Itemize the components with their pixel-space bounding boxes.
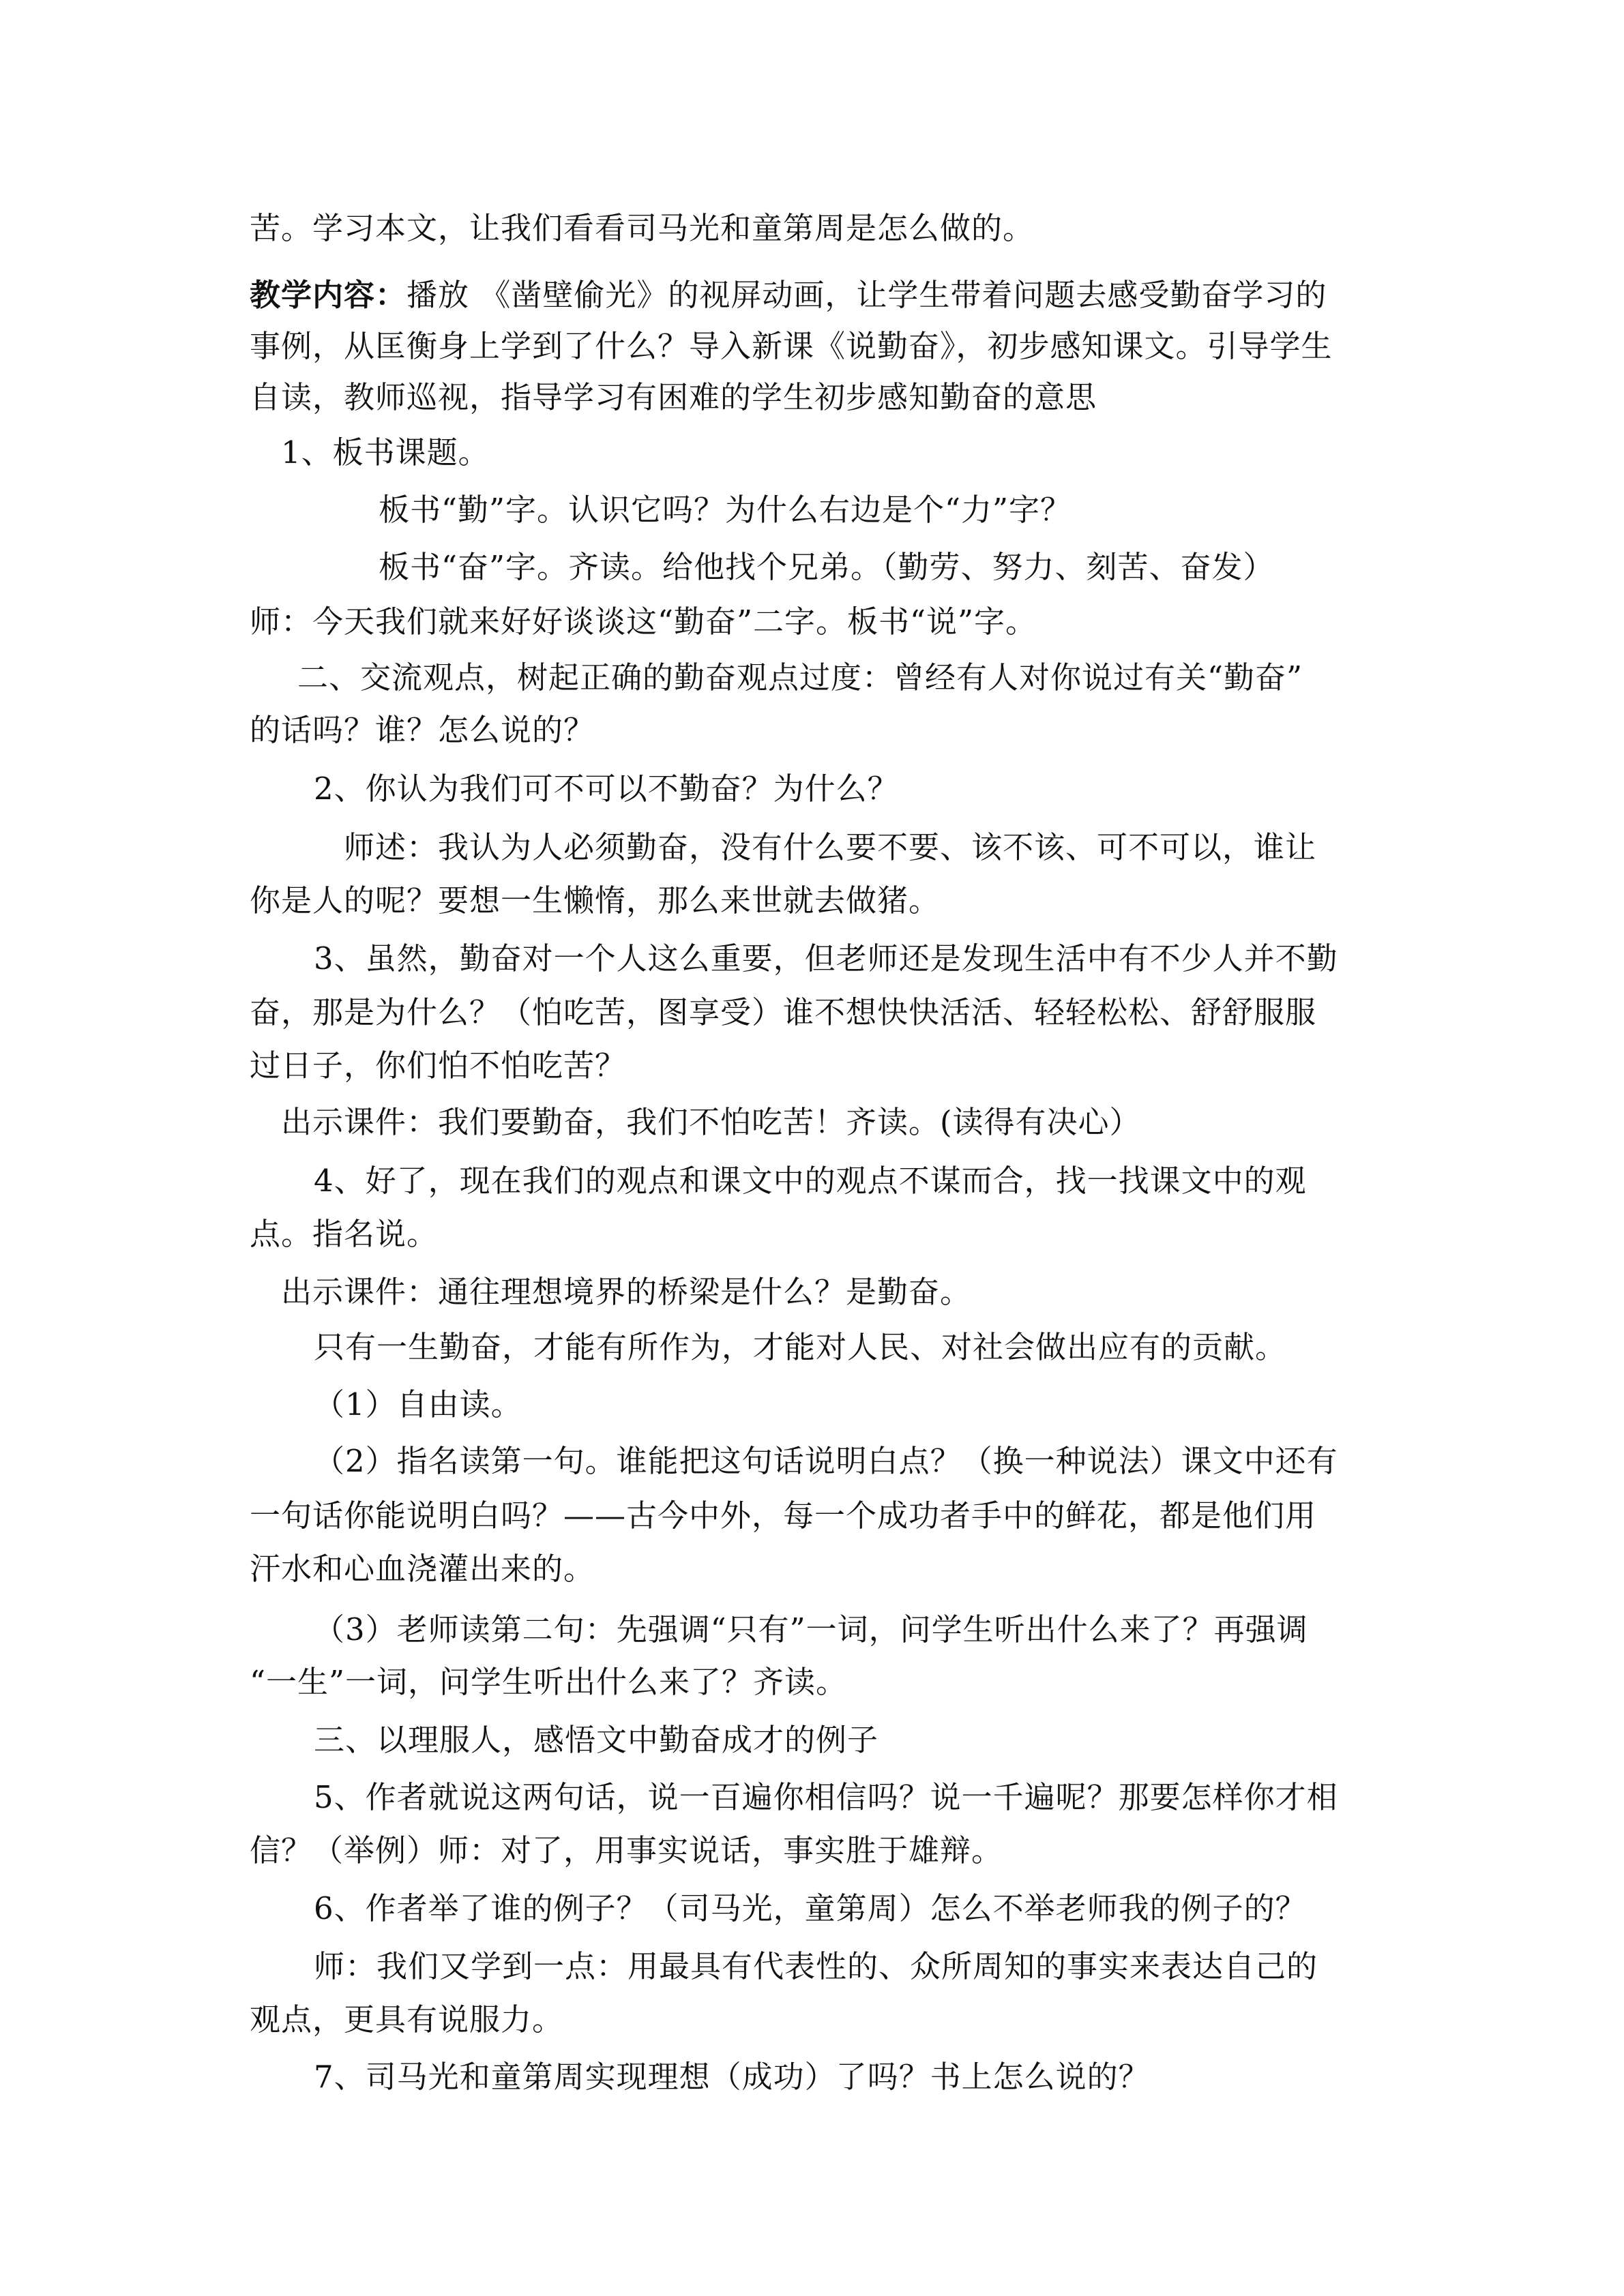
text-line: 信？（举例）师：对了，用事实说话，事实胜于雄辩。	[250, 1832, 1003, 1868]
text-line: （2）指名读第一句。谁能把这句话说明白点？（换一种说法）课文中还有	[314, 1443, 1338, 1479]
text-line: 师：今天我们就来好好谈谈这“勤奋”二字。板书“说”字。	[250, 603, 1037, 640]
text-line: 4、好了，现在我们的观点和课文中的观点不谋而合，找一找课文中的观	[314, 1163, 1307, 1199]
text-line: 你是人的呢？要想一生懒惰，那么来世就去做猪。	[250, 882, 941, 919]
text-line: 的话吗？谁？怎么说的？	[250, 712, 595, 748]
text-line: 过日子，你们怕不怕吃苦？	[250, 1047, 627, 1084]
text-line: 观点，更具有说服力。	[250, 2001, 564, 2038]
text-line: 6、作者举了谁的例子？（司马光，童第周）怎么不举老师我的例子的？	[314, 1890, 1307, 1926]
text-line: （3）老师读第二句：先强调“只有”一词，问学生听出什么来了？再强调	[314, 1611, 1308, 1648]
text-line: 苦。学习本文，让我们看看司马光和童第周是怎么做的。	[250, 210, 1035, 246]
text-line: 7、司马光和童第周实现理想（成功）了吗？书上怎么说的？	[314, 2059, 1150, 2095]
text-line: 汗水和心血浇灌出来的。	[250, 1551, 595, 1587]
text-line: 3、虽然，勤奋对一个人这么重要，但老师还是发现生活中有不少人并不勤	[314, 940, 1338, 976]
text-line: 二、交流观点，树起正确的勤奋观点过度：曾经有人对你说过有关“勤奋”	[297, 659, 1303, 696]
text-line: 一句话你能说明白吗？——古今中外，每一个成功者手中的鲜花，都是他们用	[250, 1497, 1317, 1534]
text-line: 2、你认为我们可不可以不勤奋？为什么？	[314, 771, 899, 807]
text-line	[250, 274, 1327, 316]
text-line: 奋，那是为什么？（怕吃苦，图享受）谁不想快快活活、轻轻松松、舒舒服服	[250, 994, 1317, 1030]
text-line: 自读，教师巡视，指导学习有困难的学生初步感知勤奋的意思	[250, 379, 1097, 415]
text-line: 事例，从匡衡身上学到了什么？导入新课《说勤奋》，初步感知课文。引导学生	[250, 328, 1333, 364]
section-label: 教学内容：	[250, 277, 407, 313]
text-line: 师：我们又学到一点：用最具有代表性的、众所周知的事实来表达自己的	[314, 1948, 1318, 1984]
text-line: 板书“勤”字。认识它吗？为什么右边是个“力”字？	[379, 492, 1072, 528]
text-line: 三、以理服人，感悟文中勤奋成才的例子	[314, 1722, 879, 1758]
text-line: 板书“奋”字。齐读。给他找个兄弟。（勤劳、努力、刻苦、奋发）	[379, 549, 1275, 585]
text-line: 点。指名说。	[250, 1216, 439, 1252]
text-line: （1）自由读。	[314, 1386, 522, 1422]
text-line: “一生”一词，问学生听出什么来了？齐读。	[250, 1664, 848, 1700]
text-line: 师述：我认为人必须勤奋，没有什么要不要、该不该、可不可以，谁让	[344, 829, 1317, 865]
text-content: 播放 《凿壁偷光》的视屏动画，让学生带着问题去感受勤奋学习的	[407, 277, 1327, 313]
text-line: 5、作者就说这两句话，说一百遍你相信吗？说一千遍呢？那要怎样你才相	[314, 1779, 1338, 1815]
text-line: 出示课件：我们要勤奋，我们不怕吃苦！齐读。(读得有决心）	[281, 1104, 1141, 1140]
text-line: 出示课件：通往理想境界的桥梁是什么？是勤奋。	[281, 1274, 972, 1310]
text-line: 只有一生勤奋，才能有所作为，才能对人民、对社会做出应有的贡献。	[314, 1329, 1287, 1365]
text-line: 1、板书课题。	[281, 434, 490, 471]
